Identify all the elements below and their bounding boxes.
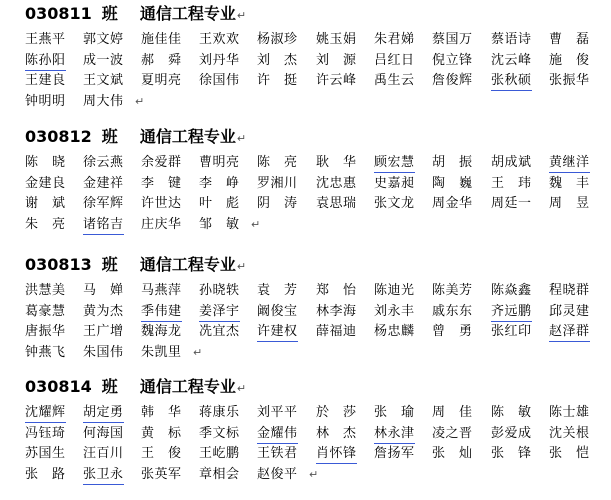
- student-name: 程晓群: [549, 283, 590, 298]
- student-name: 叶 彪: [199, 196, 240, 211]
- student-name: 许建权: [257, 323, 298, 342]
- student-name: 阴 涛: [257, 196, 298, 211]
- student-name: 刘平平: [257, 405, 298, 420]
- student-name: 余爱群: [141, 155, 182, 170]
- major-name: 通信工程专业: [139, 255, 236, 274]
- student-name: 徐军辉: [83, 196, 124, 211]
- paragraph-mark: ↵: [309, 467, 319, 481]
- student-name: 张 恺: [549, 446, 590, 461]
- student-name: 徐云燕: [83, 155, 124, 170]
- student-name: 诸铭吉: [83, 216, 124, 235]
- student-name: 王屹鹏: [199, 446, 240, 461]
- student-name: 孙晓轶: [199, 283, 240, 298]
- student-name: 邹 敏: [199, 216, 240, 232]
- class-code: 030811: [25, 4, 92, 23]
- class-heading: [25, 4, 246, 26]
- student-name: 詹俊辉: [432, 73, 473, 88]
- student-name: 袁思瑞: [316, 196, 357, 211]
- student-name: 张文龙: [374, 196, 415, 211]
- student-name: 杨忠麟: [374, 324, 415, 339]
- student-name: 徐国伟: [199, 73, 240, 88]
- student-name: 金建祥: [83, 175, 124, 191]
- student-name: 庄庆华: [141, 216, 182, 232]
- major-name: 通信工程专业: [139, 127, 236, 146]
- student-name: 陈美芳: [432, 283, 473, 298]
- student-name: 刘 杰: [257, 52, 298, 68]
- student-name: 谢 斌: [25, 196, 66, 211]
- student-name: 罗湘川: [257, 175, 298, 191]
- student-name: 王文斌: [83, 73, 124, 88]
- paragraph-mark: ↵: [251, 217, 261, 231]
- student-name: 胡 振: [432, 155, 473, 170]
- student-name: 黄为杰: [83, 303, 124, 319]
- student-name: 曹明亮: [199, 155, 240, 170]
- student-name: 郑 怡: [316, 283, 357, 298]
- student-name: 薛福迪: [316, 324, 357, 339]
- student-name: 郭文婷: [83, 32, 124, 47]
- student-name: 耿 华: [316, 155, 357, 170]
- student-name: 袁 芳: [257, 283, 298, 298]
- student-name: 张 路: [25, 466, 66, 482]
- class-code: 030814: [25, 377, 92, 396]
- class-heading: [25, 377, 246, 399]
- student-name: 陶 巍: [432, 175, 473, 191]
- student-name: 沈云峰: [491, 52, 532, 68]
- student-name: 姜泽宇: [199, 303, 240, 322]
- student-name: 陈 亮: [257, 155, 298, 170]
- student-name: 李 峥: [199, 175, 240, 191]
- student-name: 朱君娣: [374, 32, 415, 47]
- student-name: 汪百川: [83, 446, 124, 461]
- paragraph-mark: ↵: [236, 9, 247, 22]
- student-name: 周金华: [432, 196, 473, 211]
- student-name: 林李海: [316, 303, 357, 319]
- student-name: 许云峰: [316, 73, 357, 88]
- student-name: 王建良: [25, 73, 66, 88]
- major-name: 通信工程专业: [139, 4, 236, 23]
- class-word: 班: [101, 4, 118, 23]
- student-name: 朱国伟: [83, 344, 124, 360]
- student-name: 曹 磊: [549, 32, 590, 47]
- student-name: 何海国: [83, 425, 124, 441]
- student-name: 章相会: [199, 466, 240, 482]
- class-word: 班: [101, 255, 118, 274]
- class-code: 030812: [25, 127, 92, 146]
- student-name: 胡定勇: [83, 404, 124, 423]
- student-name: 张振华: [549, 73, 590, 88]
- student-name: 刘丹华: [199, 52, 240, 68]
- student-name: 施 俊: [549, 52, 590, 68]
- student-name: 蔡国万: [432, 32, 473, 47]
- student-name: 沈耀辉: [25, 404, 66, 423]
- student-name: 戚东东: [432, 303, 473, 319]
- student-name: 张红印: [491, 324, 532, 339]
- student-name: 胡成斌: [491, 155, 532, 170]
- student-name: 季伟建: [141, 303, 182, 322]
- student-name: 许 挺: [257, 73, 298, 88]
- student-name: 彭爱成: [491, 425, 532, 441]
- paragraph-mark: ↵: [236, 382, 247, 395]
- paragraph-mark: ↵: [135, 94, 145, 108]
- student-name: 王 俊: [141, 446, 182, 461]
- student-name: 王广增: [83, 324, 124, 339]
- student-name: 成一波: [83, 52, 124, 68]
- student-name: 陈 晓: [25, 155, 66, 170]
- student-name: 刘永丰: [374, 303, 415, 319]
- student-name: 唐振华: [25, 324, 66, 339]
- student-name: 魏海龙: [141, 324, 182, 339]
- student-name: 朱凯里: [141, 344, 182, 360]
- student-name: 周廷一: [491, 196, 532, 211]
- student-name: 倪立锋: [432, 52, 473, 68]
- student-name: 冼宜杰: [199, 324, 240, 339]
- student-name: 凌之晋: [432, 425, 473, 441]
- student-name: 冯钰琦: [25, 425, 66, 441]
- student-name: 詹扬军: [374, 446, 415, 461]
- student-name: 周大伟: [83, 93, 124, 109]
- student-name: 刘 源: [316, 52, 357, 68]
- student-name: 张 灿: [432, 446, 473, 461]
- class-word: 班: [101, 377, 118, 396]
- student-name: 肖怀锋: [316, 445, 357, 464]
- student-name: 黄继洋: [549, 154, 590, 173]
- student-name: 赵泽群: [549, 323, 590, 342]
- student-name: 周 佳: [432, 405, 473, 420]
- paragraph-mark: ↵: [236, 132, 247, 145]
- student-name: 阚俊宝: [257, 303, 298, 319]
- student-name: 蔡语诗: [491, 32, 532, 47]
- student-name: 葛豪慧: [25, 303, 66, 319]
- student-name: 黄 标: [141, 425, 182, 441]
- student-name: 郝 舜: [141, 52, 182, 68]
- student-name: 夏明亮: [141, 73, 182, 88]
- student-name: 陈 敏: [491, 405, 532, 420]
- student-name: 苏国生: [25, 446, 66, 461]
- student-name: 顾宏慧: [374, 154, 415, 173]
- student-name: 王 玮: [491, 175, 532, 191]
- student-name: 洪慧美: [25, 283, 66, 298]
- student-name: 曾 勇: [432, 324, 473, 339]
- student-name: 魏 丰: [549, 175, 590, 191]
- student-name: 姚玉娟: [316, 32, 357, 47]
- student-name: 张 瑜: [374, 405, 415, 420]
- student-name: 马燕萍: [141, 283, 182, 298]
- student-name: 陈迪光: [374, 283, 415, 298]
- paragraph-mark: ↵: [236, 260, 247, 273]
- paragraph-mark: ↵: [193, 345, 203, 359]
- student-name: 张英军: [141, 466, 182, 482]
- student-name: 林永津: [374, 425, 415, 444]
- class-heading: [25, 127, 246, 149]
- student-name: 钟明明: [25, 93, 66, 109]
- student-name: 林 杰: [316, 425, 357, 441]
- student-name: 李 键: [141, 175, 182, 191]
- student-name: 杨淑珍: [257, 32, 298, 47]
- student-name: 金建良: [25, 175, 66, 191]
- student-name: 沈忠惠: [316, 175, 357, 191]
- student-name: 朱 亮: [25, 216, 66, 232]
- student-name: 於 莎: [316, 405, 357, 420]
- student-name: 蒋康乐: [199, 405, 240, 420]
- student-name: 金耀伟: [257, 425, 298, 444]
- student-name: 沈关根: [549, 425, 590, 441]
- student-name: 韩 华: [141, 405, 182, 420]
- student-name: 马 婵: [83, 283, 124, 298]
- student-name: 王欢欢: [199, 32, 240, 47]
- student-name: 陈孙阳: [25, 52, 66, 71]
- student-name: 王燕平: [25, 32, 66, 47]
- student-name: 季文标: [199, 425, 240, 441]
- student-name: 禹生云: [374, 73, 415, 88]
- student-name: 钟燕飞: [25, 344, 66, 360]
- student-name: 张 锋: [491, 446, 532, 461]
- student-name: 吕红日: [374, 52, 415, 68]
- student-name: 邱灵建: [549, 303, 590, 319]
- student-name: 赵俊平: [257, 466, 298, 482]
- student-name: 陈士雄: [549, 405, 590, 420]
- student-name: 许世达: [141, 196, 182, 211]
- student-name: 王铁君: [257, 446, 298, 461]
- major-name: 通信工程专业: [139, 377, 236, 396]
- student-name: 陈焱鑫: [491, 283, 532, 298]
- class-heading: [25, 255, 246, 277]
- class-word: 班: [101, 127, 118, 146]
- student-name: 周 昱: [549, 196, 590, 211]
- class-code: 030813: [25, 255, 92, 274]
- student-name: 齐远鹏: [491, 303, 532, 322]
- student-name: 施佳佳: [141, 32, 182, 47]
- student-name: 史嘉昶: [374, 175, 415, 191]
- student-name: 张卫永: [83, 466, 124, 485]
- student-name: 张秋硕: [491, 72, 532, 91]
